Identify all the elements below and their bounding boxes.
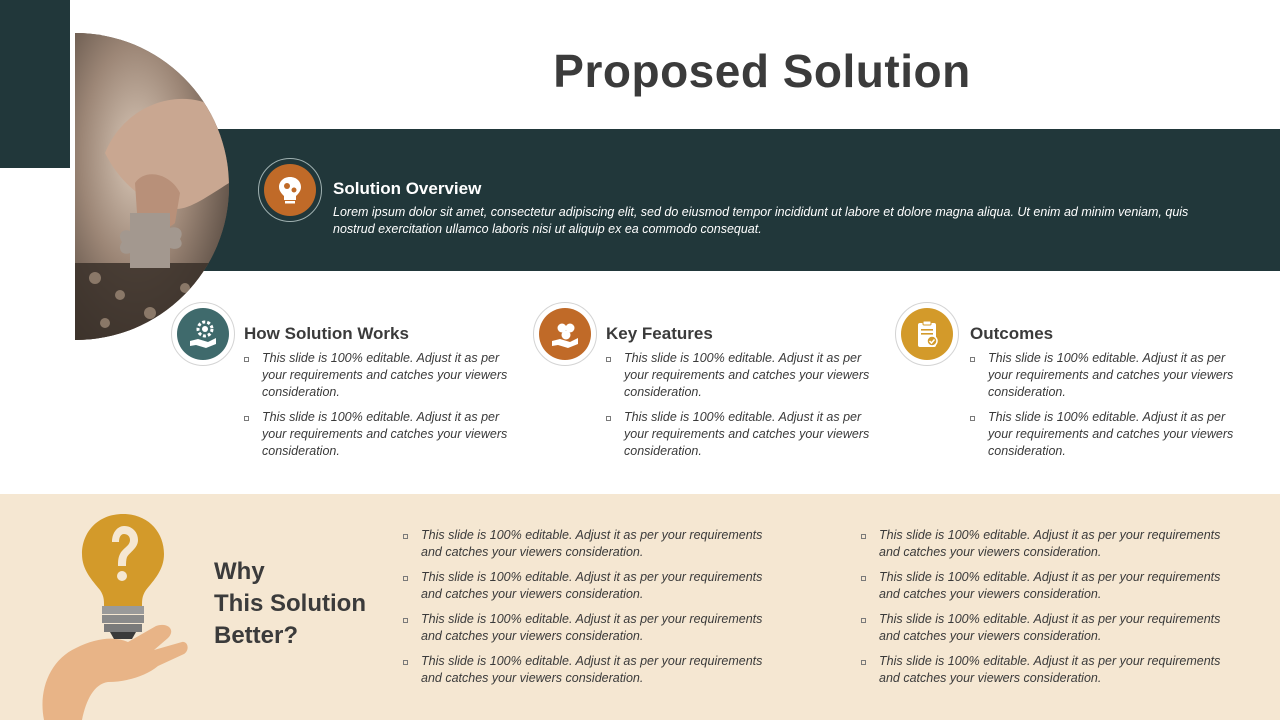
gear-hand-icon [177,308,229,360]
list-item: This slide is 100% editable. Adjust it as per your requirements and catches your viewers consideration. [403,527,783,561]
why-right-list [861,527,1241,695]
gears-hand-icon [539,308,591,360]
list-item: This slide is 100% editable. Adjust it as per your requirements and catches your viewers consideration. [861,653,1241,687]
lightbulb-question-hand-icon [36,510,196,720]
puzzle-hand-image [75,33,229,340]
why-line-1: Why [214,558,265,585]
overview-icon-ring [258,158,322,222]
list-item: This slide is 100% editable. Adjust it as per your requirements and catches your viewers consideration. [606,409,876,460]
puzzle-photo [75,33,229,340]
how-solution-works-icon-ring [171,302,235,366]
list-item: This slide is 100% editable. Adjust it as per your requirements and catches your viewers consideration. [244,350,514,401]
page-title: Proposed Solution [553,45,971,97]
list-item: This slide is 100% editable. Adjust it as per your requirements and catches your viewers consideration. [861,569,1241,603]
overview-body: Lorem ipsum dolor sit amet, consectetur adipiscing elit, sed do eiusmod tempor incididunt ut labore et dolore magna aliqua. Ut enim ad minim veniam, quis nostrud exercitation ullamco laboris nisi ut aliquip ex ea commodo consequat. [333,205,1189,236]
list-item: This slide is 100% editable. Adjust it as per your requirements and catches your viewers consideration. [970,350,1240,401]
list-item: This slide is 100% editable. Adjust it as per your requirements and catches your viewers consideration. [861,611,1241,645]
outcomes-list [970,350,1240,468]
why-heading [214,556,366,652]
list-item: This slide is 100% editable. Adjust it as per your requirements and catches your viewers consideration. [403,611,783,645]
overview-heading: Solution Overview [333,179,482,198]
key-features-icon-ring [533,302,597,366]
outcomes-icon-ring [895,302,959,366]
list-item: This slide is 100% editable. Adjust it as per your requirements and catches your viewers consideration. [970,409,1240,460]
key-features-heading: Key Features [606,324,713,343]
how-solution-works-heading: How Solution Works [244,324,409,343]
clipboard-check-icon [901,308,953,360]
why-line-2: This Solution [214,590,366,617]
key-features-list [606,350,876,468]
list-item: This slide is 100% editable. Adjust it as per your requirements and catches your viewers consideration. [606,350,876,401]
list-item: This slide is 100% editable. Adjust it as per your requirements and catches your viewers consideration. [403,653,783,687]
how-solution-works-list [244,350,514,468]
corner-accent-block [0,0,70,168]
list-item: This slide is 100% editable. Adjust it as per your requirements and catches your viewers consideration. [244,409,514,460]
why-left-list [403,527,783,695]
list-item: This slide is 100% editable. Adjust it as per your requirements and catches your viewers consideration. [403,569,783,603]
list-item: This slide is 100% editable. Adjust it as per your requirements and catches your viewers consideration. [861,527,1241,561]
why-line-3: Better? [214,622,299,649]
lightbulb-gears-icon [264,164,316,216]
overview-band [200,129,1280,271]
outcomes-heading: Outcomes [970,324,1054,343]
